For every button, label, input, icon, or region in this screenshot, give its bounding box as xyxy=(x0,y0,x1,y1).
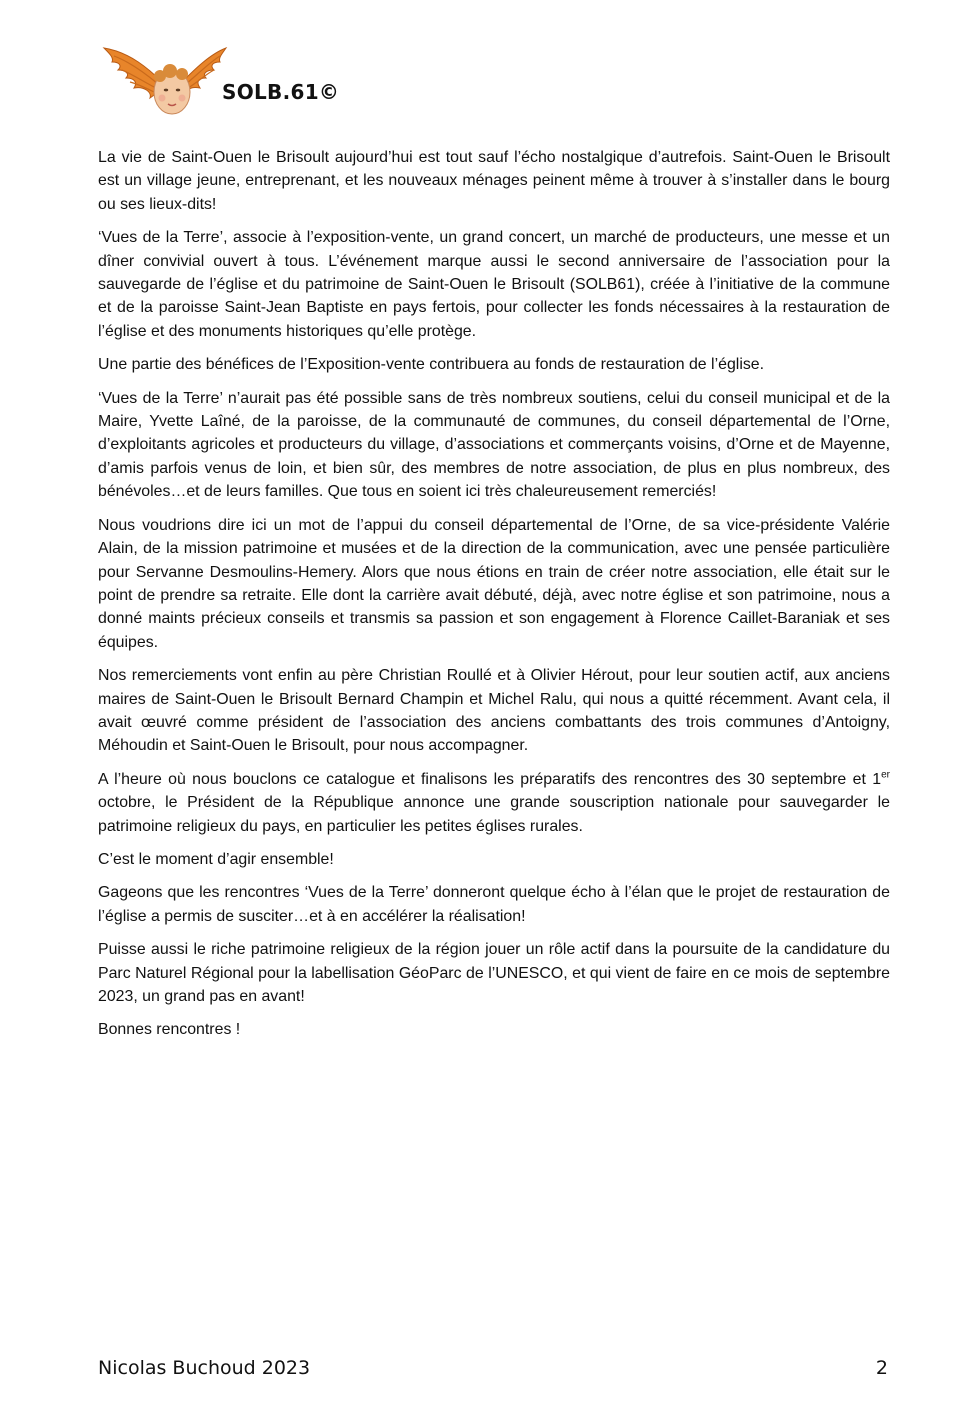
paragraph: La vie de Saint-Ouen le Brisoult aujourd’hui est tout sauf l’écho nostalgique d’autrefois. Saint-Ouen le Brisoult est un village jeune, entreprenant, et les nouveaux ménages peinent même à trouver à s’installer dans le bourg ou ses lieux-dits! xyxy=(98,149,890,213)
paragraph xyxy=(98,768,890,838)
logo-text: SOLB.61© xyxy=(222,80,340,104)
paragraph: C’est le moment d’agir ensemble! xyxy=(98,850,334,868)
paragraph: Puisse aussi le riche patrimoine religieux de la région jouer un rôle actif dans la poursuite de la candidature du Parc Naturel Régional pour la labellisation GéoParc de l’UNESCO, et qui vient de faire en ce mois de septembre 2023, un grand pas en avant! xyxy=(98,941,890,1005)
paragraph: ‘Vues de la Terre’ n’aurait pas été possible sans de très nombreux soutiens, celui du conseil municipal et de la Maire, Yvette Laîné, de la paroisse, de la communauté de communes, du conseil départemental de l’Orne, d’exploitants agricoles et producteurs du village, d’associations et commerçants voisins, d’Orne et de Mayenne, d’amis parfois venus de loin, et bien sûr, des membres de notre association, de plus en plus nombreux, des bénévoles…et de leurs familles. Que tous en soient ici très chaleureusement remerciés! xyxy=(98,389,890,501)
page-number: 2 xyxy=(875,1357,888,1379)
paragraph: Gageons que les rencontres ‘Vues de la Terre’ donneront quelque écho à l’élan que le projet de restauration de l’église a permis de susciter…et à en accélérer la réalisation! xyxy=(98,884,890,925)
paragraph-text: A l’heure où nous bouclons ce catalogue et finalisons les préparatifs des rencontres des 30 septembre et 1 xyxy=(98,770,882,788)
paragraph-text: octobre, le Président de la République annonce une grande souscription nationale pour sauvegarder le patrimoine religieux du pays, en particulier les petites églises rurales. xyxy=(98,794,890,835)
paragraph: Une partie des bénéfices de l’Exposition-vente contribuera au fonds de restauration de l’église. xyxy=(98,356,765,374)
footer-author: Nicolas Buchoud 2023 xyxy=(98,1357,311,1379)
letter-body xyxy=(98,146,890,1052)
paragraph: ‘Vues de la Terre’, associe à l’exposition-vente, un grand concert, un marché de producteurs, une messe et un dîner convivial ouvert à tous. L’événement marque aussi le second anniversaire de l’association pour la sauvegarde de l’église et du patrimoine de Saint-Ouen le Brisoult (SOLB61), créée à l’initiative de la commune et de la paroisse Saint-Jean Baptiste en pays fertois, pour collecter les fonds nécessaires à la restauration de l’église et des monuments historiques qu’elle protège. xyxy=(98,229,890,340)
winged-cherub-icon xyxy=(100,40,230,120)
paragraph: Nos remerciements vont enfin au père Christian Roullé et à Olivier Hérout, pour leur soutien actif, aux anciens maires de Saint-Ouen le Brisoult Bernard Champin et Michel Ralu, qui nous a quitté récemment. Avant cela, il avait œuvré comme président de l’association des anciens combattants des trois communes d’Antoigny, Méhoudin et Saint-Ouen le Brisoult, pour nous accompagner. xyxy=(98,667,890,755)
paragraph: Nous voudrions dire ici un mot de l’appui du conseil départemental de l’Orne, de sa vice-présidente Valérie Alain, de la mission patrimoine et musées et de la direction de la communication, avec une pensée particulière pour Servanne Desmoulins-Hemery. Alors que nous étions en train de créer notre association, elle était sur le point de prendre sa retraite. Elle dont la carrière avait débuté, déjà, avec notre église et son patrimoine, nous a donné maints précieux conseils et transmis sa passion et son engagement à Florence Caillet-Baraniak et ses équipes. xyxy=(98,516,890,651)
closing-line: Bonnes rencontres ! xyxy=(98,1021,241,1039)
superscript: er xyxy=(881,769,890,781)
